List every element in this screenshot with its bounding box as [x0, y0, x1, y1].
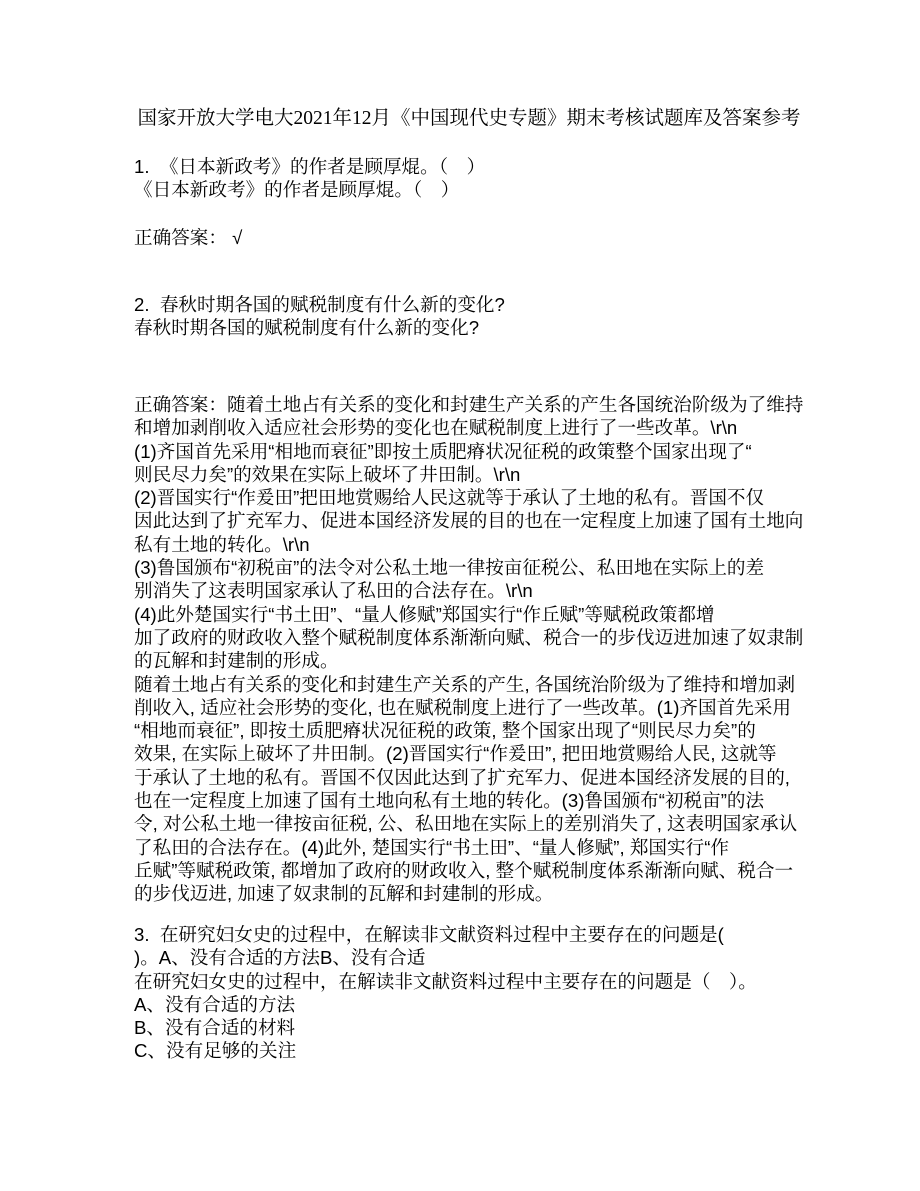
text-line: “相地而衰征”, 即按土质肥瘠状况征税的政策, 整个国家出现了“则民尽力矣”的 [134, 720, 756, 742]
text-line: 春秋时期各国的赋税制度有什么新的变化? [134, 317, 480, 339]
text-line: 《日本新政考》的作者是顾厚焜。（ ） [134, 179, 460, 201]
text-line: 的步伐迈进, 加速了奴隶制的瓦解和封建制的形成。 [134, 883, 554, 905]
text-line: 了私田的合法存在。(4)此外, 楚国实行“书土田”、“量人修赋”, 郑国实行“作 [134, 836, 729, 858]
text-line: A、没有合适的方法 [134, 993, 296, 1015]
text-line: 令, 对公私土地一律按亩征税, 公、私田地在实际上的差别消失了, 这表明国家承认 [134, 813, 798, 835]
document-title: 国家开放大学电大2021年12月《中国现代史专题》期末考核试题库及答案参考 [137, 108, 801, 129]
text-line: 和增加剥削收入适应社会形势的变化也在赋税制度上进行了一些改革。\r\n [134, 417, 738, 439]
text-line: 也在一定程度上加速了国有土地向私有土地的转化。(3)鲁国颁布“初税亩”的法 [134, 790, 765, 812]
text-line: 1. 《日本新政考》的作者是顾厚焜。（ ） [134, 156, 486, 177]
text-line: 削收入, 适应社会形势的变化, 也在赋税制度上进行了一些改革。(1)齐国首先采用 [134, 696, 791, 718]
text-line: B、没有合适的材料 [134, 1017, 296, 1039]
text-line: 私有土地的转化。\r\n [134, 533, 310, 555]
text-line: (1)齐国首先采用“相地而衰征”即按土质肥瘠状况征税的政策整个国家出现了“ [134, 440, 752, 462]
answer-2 [134, 393, 834, 906]
question-1 [134, 155, 834, 202]
text-line: 于承认了土地的私有。晋国不仅因此达到了扩充军力、促进本国经济发展的目的, [134, 766, 790, 788]
text-line: 别消失了这表明国家承认了私田的合法存在。\r\n [134, 580, 533, 602]
text-line: 2. 春秋时期各国的赋税制度有什么新的变化? [134, 294, 505, 315]
text-line: 3. 在研究妇女史的过程中，在解读非文献资料过程中主要存在的问题是( [134, 924, 724, 945]
text-line: 正确答案：随着土地占有关系的变化和封建生产关系的产生各国统治阶级为了维持 [134, 394, 804, 415]
text-line: 效果, 在实际上破坏了井田制。(2)晋国实行“作爰田”, 把田地赏赐给人民, 这就等 [134, 743, 777, 765]
text-line: (3)鲁国颁布“初税亩”的法令对公私土地一律按亩征税公、私田地在实际上的差 [134, 557, 765, 579]
text-line: 加了政府的财政收入整个赋税制度体系渐渐向赋、税合一的步伐迈进加速了奴隶制 [134, 626, 804, 648]
text-line: (4)此外楚国实行“书土田”、“量人修赋”郑国实行“作丘赋”等赋税政策都增 [134, 603, 715, 625]
text-line: (2)晋国实行“作爰田”把田地赏赐给人民这就等于承认了土地的私有。晋国不仅 [134, 487, 765, 509]
question-2 [134, 293, 834, 340]
text-line: 随着土地占有关系的变化和封建生产关系的产生, 各国统治阶级为了维持和增加剥 [134, 673, 796, 695]
text-line: 因此达到了扩充军力、促进本国经济发展的目的也在一定程度上加速了国有土地向 [134, 510, 804, 532]
question-3 [134, 923, 834, 1063]
text-line: 正确答案： √ [134, 227, 243, 248]
text-line: )。A、没有合适的方法B、没有合适 [134, 947, 426, 969]
answer-1 [134, 226, 834, 249]
text-line: C、没有足够的关注 [134, 1040, 297, 1062]
text-line: 在研究妇女史的过程中，在解读非文献资料过程中主要存在的问题是（ ）。 [134, 970, 757, 992]
text-line: 的瓦解和封建制的形成。 [134, 650, 339, 672]
text-line: 丘赋”等赋税政策, 都增加了政府的财政收入, 整个赋税制度体系渐渐向赋、税合一 [134, 859, 794, 881]
text-line: 则民尽力矣”的效果在实际上破坏了井田制。\r\n [134, 463, 521, 485]
